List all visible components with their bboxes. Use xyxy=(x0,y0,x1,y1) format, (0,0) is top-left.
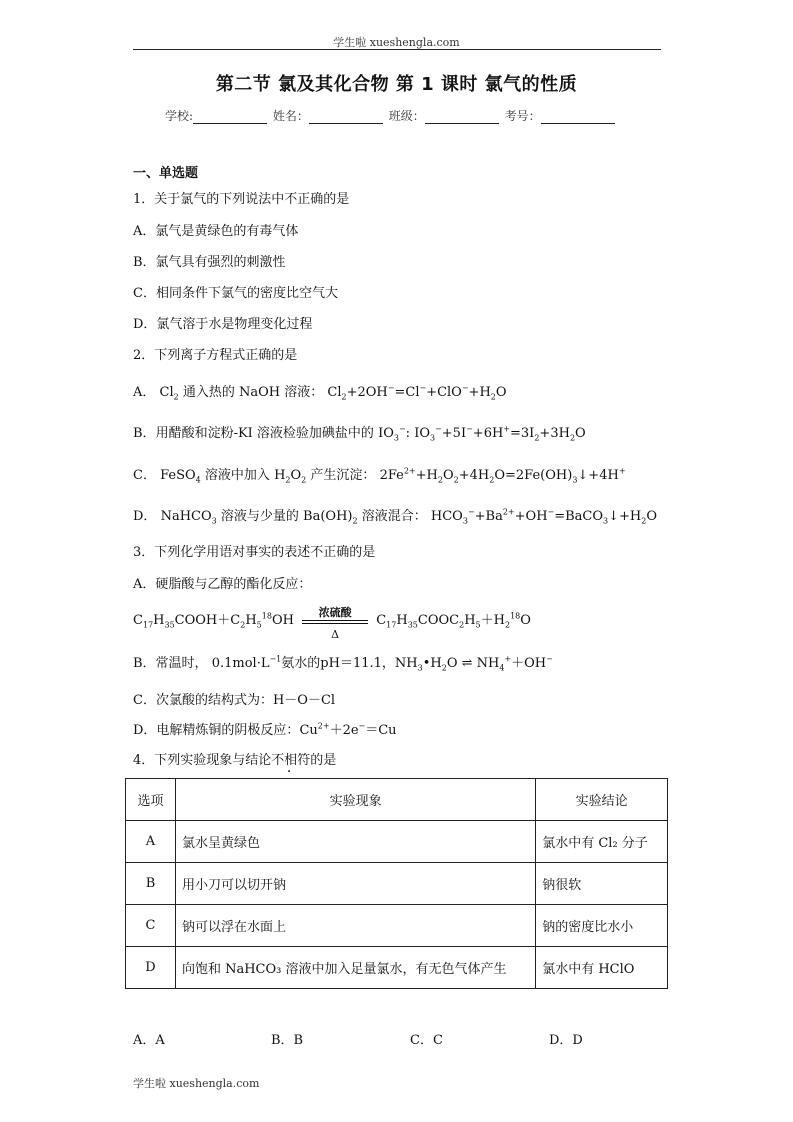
school-blank[interactable] xyxy=(193,111,267,124)
table-header: 实验现象 xyxy=(175,779,535,821)
school-label: 学校: xyxy=(165,109,194,123)
table-cell: 向饱和 NaHCO₃ 溶液中加入足量氯水，有无色气体产生 xyxy=(175,947,535,989)
formula: $Ba(OH)_2$ xyxy=(303,509,358,526)
q1-option-a: A．氯气是黄绿色的有毒气体 xyxy=(133,224,299,239)
table-cell: B xyxy=(126,863,176,905)
table-cell: 氯水中有 HClO xyxy=(536,947,668,989)
table-cell: 钠很软 xyxy=(536,863,668,905)
q1-stem: 1．关于氯气的下列说法中不正确的是 xyxy=(133,192,350,207)
table-cell: 钠可以浮在水面上 xyxy=(175,905,535,947)
page-footer: 学生啦 xueshengla.com xyxy=(133,1077,260,1090)
q2-option-c: C． FeSO$_4$ 溶液中加入 $H_2O_2$ 产生沉淀： $2Fe^{2+}+H_2O_2+4H_2O=2Fe(OH)_3↓+4H^+$ xyxy=(133,466,626,485)
heat-label: Δ xyxy=(331,627,340,641)
q2-option-b: B．用醋酸和淀粉-KI 溶液检验加碘盐中的 $IO_3^-$: $IO_3^-+5I^-+6H^+=3I_2+3H_2O$ xyxy=(133,424,586,443)
q4-option-a: A．A xyxy=(133,1033,165,1048)
table-row xyxy=(126,863,668,905)
reversible-arrow xyxy=(302,605,368,641)
table-header: 选项 xyxy=(126,779,176,821)
q1-option-c: C．相同条件下氯气的密度比空气大 xyxy=(133,286,338,301)
header-divider xyxy=(133,49,661,50)
table-row xyxy=(126,821,668,863)
page-header: 学生啦 xueshengla.com xyxy=(333,36,460,49)
exam-no-blank[interactable] xyxy=(541,111,615,124)
table-cell: 用小刀可以切开钠 xyxy=(175,863,535,905)
table-cell: 氯水呈黄绿色 xyxy=(175,821,535,863)
class-blank[interactable] xyxy=(425,111,499,124)
formula: $Cl_2$ xyxy=(159,385,179,402)
q3-option-a: A．硬脂酸与乙醇的酯化反应： xyxy=(133,577,312,592)
exam-no-label: 考号： xyxy=(504,109,541,123)
student-info-row xyxy=(165,107,617,124)
ph-value: pH＝11.1 xyxy=(320,656,382,671)
concentration: $0.1mol\cdot L^{-1}$ xyxy=(211,654,282,671)
q3-option-a-equation: $C_{17}H_{35}COOH+C_2H_5^{18}OH$ 浓硫酸 Δ $C_{17}H_{35}COOC_2H_5+H_2^{18}O$ xyxy=(133,612,531,630)
q3-option-b: B．常温时， $0.1mol\cdot L^{-1}$氨水的pH＝11.1，$NH_3•H_2O$ ⇌ $NH_4^++OH^-$ xyxy=(133,654,553,673)
q2-stem: 2．下列离子方程式正确的是 xyxy=(133,348,298,363)
equation: $Cl_2+2OH^-=Cl^-+ClO^-+H_2O$ xyxy=(327,383,507,402)
name-blank[interactable] xyxy=(309,111,383,124)
table-cell: D xyxy=(126,947,176,989)
table-header: 实验结论 xyxy=(536,779,668,821)
q3-stem: 3．下列化学用语对事实的表述不正确的是 xyxy=(133,545,376,560)
table-cell: C xyxy=(126,905,176,947)
table-row xyxy=(126,905,668,947)
equation: $IO_3^-+5I^-+6H^+=3I_2+3H_2O$ xyxy=(414,424,586,443)
table-cell: 钠的密度比水小 xyxy=(536,905,668,947)
formula: NaHCO$_3$ xyxy=(160,509,217,526)
equation: $2Fe^{2+}+H_2O_2+4H_2O=2Fe(OH)_3↓+4H^+$ xyxy=(379,466,626,485)
q1-option-d: D．氯气溶于水是物理变化过程 xyxy=(133,317,313,332)
formula: $H_2O_2$ xyxy=(274,468,307,485)
class-label: 班级： xyxy=(388,109,425,123)
page-title: 第二节 氯及其化合物 第 1 课时 氯气的性质 xyxy=(215,74,578,95)
table-header-row xyxy=(126,779,668,821)
q3-option-d: D．电解精炼铜的阴极反应：$Cu^{2+}+2e^-=Cu$ xyxy=(133,721,397,738)
q1-option-b: B．氯气具有强烈的刺激性 xyxy=(133,255,286,270)
q4-option-c: C．C xyxy=(410,1033,443,1048)
q2-option-a: A． $Cl_2$ 通入热的 NaOH 溶液： $Cl_2+2OH^-=Cl^-+ClO^-+H_2O$ xyxy=(133,383,507,402)
table-cell: A xyxy=(126,821,176,863)
q4-option-d: D．D xyxy=(549,1033,583,1048)
table-row xyxy=(126,947,668,989)
emphasis-text: 不相符 xyxy=(271,753,311,768)
table-cell: 氯水中有 Cl₂ 分子 xyxy=(536,821,668,863)
q2-option-d: D． NaHCO$_3$ 溶液与少量的 $Ba(OH)_2$ 溶液混合： $HCO_3^-+Ba^{2+}+OH^-=BaCO_3↓+H_2O$ xyxy=(133,507,658,526)
equation: $HCO_3^-+Ba^{2+}+OH^-=BaCO_3↓+H_2O$ xyxy=(430,507,658,526)
formula: FeSO$_4$ xyxy=(160,468,201,485)
q4-option-b: B．B xyxy=(271,1033,304,1048)
section-heading: 一、单选题 xyxy=(133,166,199,181)
name-label: 姓名： xyxy=(272,109,309,123)
experiment-table xyxy=(125,778,668,989)
q3-option-c: C．次氯酸的结构式为：H－O－Cl xyxy=(133,693,336,708)
catalyst-label: 浓硫酸 xyxy=(318,605,352,619)
q4-stem: 4．下列实验现象与结论不相符的是 xyxy=(133,753,337,768)
